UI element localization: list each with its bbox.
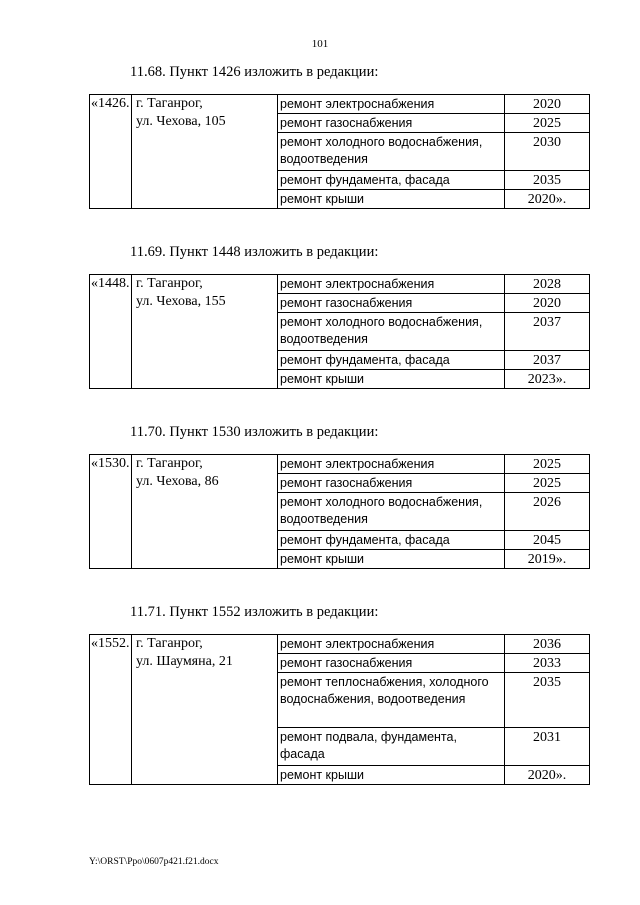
- work-year: 2035: [505, 171, 590, 190]
- work-year: 2045: [505, 531, 590, 550]
- item-number: «1530.: [90, 455, 132, 569]
- address-city: г. Таганрог,: [136, 276, 203, 291]
- work-year: 2035: [505, 673, 590, 728]
- work-type: ремонт холодного водоснабжения, водоотведения: [278, 133, 505, 171]
- item-number: «1448.: [90, 275, 132, 389]
- work-year: 2030: [505, 133, 590, 171]
- page-number: 101: [311, 38, 329, 50]
- work-year: 2036: [505, 635, 590, 654]
- repair-table: [89, 94, 590, 209]
- work-year: 2020».: [505, 766, 590, 785]
- work-type: ремонт фундамента, фасада: [278, 171, 505, 190]
- work-year: 2031: [505, 728, 590, 766]
- repair-table: [89, 274, 590, 389]
- address-city: г. Таганрог,: [136, 636, 203, 651]
- work-type: ремонт крыши: [278, 190, 505, 209]
- address-street: ул. Шаумяна, 21: [136, 654, 233, 669]
- work-type: ремонт крыши: [278, 766, 505, 785]
- table-row: [90, 275, 590, 294]
- work-year: 2025: [505, 474, 590, 493]
- work-year: 2037: [505, 313, 590, 351]
- work-type: ремонт газоснабжения: [278, 114, 505, 133]
- section-heading: 11.69. Пункт 1448 изложить в редакции:: [130, 244, 379, 260]
- repair-table: [89, 634, 590, 785]
- item-number: «1552.: [90, 635, 132, 785]
- section-heading: 11.70. Пункт 1530 изложить в редакции:: [130, 424, 379, 440]
- address-cell: [132, 455, 278, 569]
- work-year: 2033: [505, 654, 590, 673]
- work-type: ремонт холодного водоснабжения, водоотведения: [278, 313, 505, 351]
- section-1530: [89, 422, 589, 569]
- section-1448: [89, 242, 589, 389]
- table-row: [90, 635, 590, 654]
- address-street: ул. Чехова, 86: [136, 474, 219, 489]
- work-year: 2026: [505, 493, 590, 531]
- address-cell: [132, 95, 278, 209]
- section-1426: [89, 62, 589, 209]
- work-type: ремонт холодного водоснабжения, водоотведения: [278, 493, 505, 531]
- work-year: 2020: [505, 294, 590, 313]
- address-city: г. Таганрог,: [136, 456, 203, 471]
- address-street: ул. Чехова, 155: [136, 294, 226, 309]
- section-heading: 11.71. Пункт 1552 изложить в редакции:: [130, 604, 379, 620]
- address-street: ул. Чехова, 105: [136, 114, 226, 129]
- work-type: ремонт электроснабжения: [278, 455, 505, 474]
- work-type: ремонт электроснабжения: [278, 635, 505, 654]
- address-cell: [132, 635, 278, 785]
- work-type: ремонт крыши: [278, 550, 505, 569]
- work-year: 2028: [505, 275, 590, 294]
- work-type: ремонт подвала, фундамента, фасада: [278, 728, 505, 766]
- section-1552: [89, 602, 589, 785]
- work-year: 2025: [505, 114, 590, 133]
- work-type: ремонт газоснабжения: [278, 474, 505, 493]
- work-type: ремонт теплоснабжения, холодного водоснабжения, водоотведения: [278, 673, 505, 728]
- file-path-footer: Y:\ORST\Ppo\0607p421.f21.docx: [89, 857, 219, 867]
- work-year: 2023».: [505, 370, 590, 389]
- address-city: г. Таганрог,: [136, 96, 203, 111]
- work-type: ремонт крыши: [278, 370, 505, 389]
- work-year: 2019».: [505, 550, 590, 569]
- work-year: 2037: [505, 351, 590, 370]
- work-year: 2025: [505, 455, 590, 474]
- table-row: [90, 455, 590, 474]
- work-type: ремонт фундамента, фасада: [278, 531, 505, 550]
- address-cell: [132, 275, 278, 389]
- work-year: 2020».: [505, 190, 590, 209]
- work-type: ремонт электроснабжения: [278, 95, 505, 114]
- section-heading: 11.68. Пункт 1426 изложить в редакции:: [130, 64, 379, 80]
- work-type: ремонт газоснабжения: [278, 654, 505, 673]
- work-type: ремонт фундамента, фасада: [278, 351, 505, 370]
- work-type: ремонт газоснабжения: [278, 294, 505, 313]
- repair-table: [89, 454, 590, 569]
- work-year: 2020: [505, 95, 590, 114]
- work-type: ремонт электроснабжения: [278, 275, 505, 294]
- table-row: [90, 95, 590, 114]
- item-number: «1426.: [90, 95, 132, 209]
